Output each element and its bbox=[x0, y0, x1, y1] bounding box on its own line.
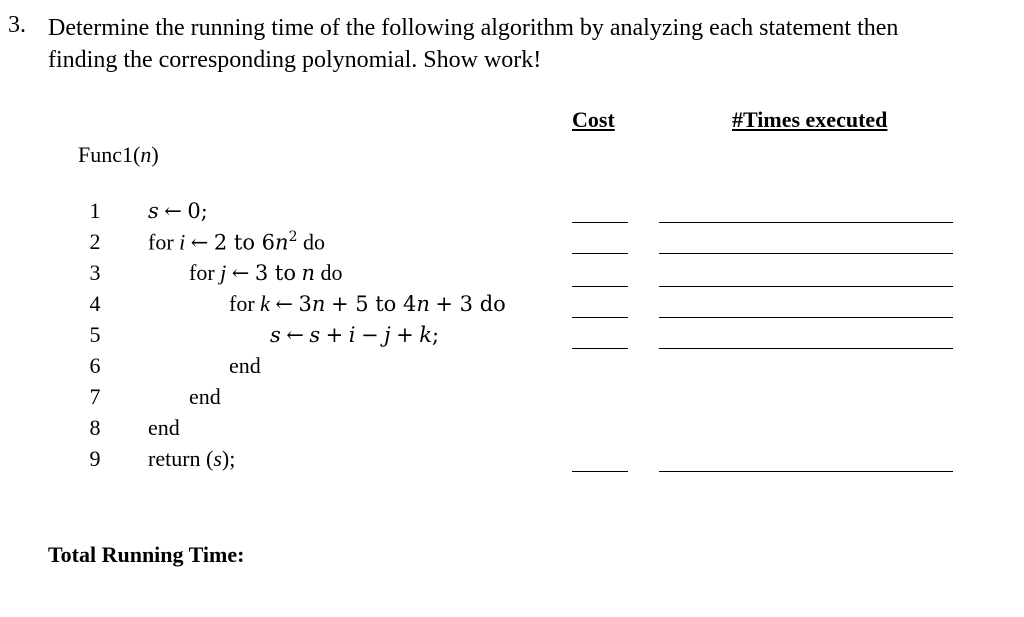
code-line-3: for j ← 3 to n do bbox=[189, 260, 343, 285]
question-line-2: finding the corresponding polynomial. Show work! bbox=[48, 47, 542, 73]
question-text bbox=[48, 12, 898, 76]
line-number-1: 1 bbox=[89, 198, 101, 223]
code-line-2: for i ← 2 to $6n^2$ do bbox=[148, 229, 325, 255]
cost-blank-5[interactable] bbox=[572, 348, 628, 349]
times-blank-5[interactable] bbox=[659, 348, 953, 349]
code-line-6: end bbox=[229, 353, 261, 378]
times-blank-2[interactable] bbox=[659, 253, 953, 254]
cost-header: Cost bbox=[572, 107, 615, 132]
function-name: Func1( bbox=[78, 142, 141, 167]
line-number-4: 4 bbox=[89, 291, 101, 316]
line-number-2: 2 bbox=[89, 229, 101, 254]
question-line-1: Determine the running time of the following algorithm by analyzing each statement then bbox=[48, 15, 899, 41]
times-blank-9[interactable] bbox=[659, 471, 953, 472]
cost-blank-9[interactable] bbox=[572, 471, 628, 472]
function-signature bbox=[78, 142, 159, 168]
code-line-7: end bbox=[189, 384, 221, 409]
line-number-8: 8 bbox=[89, 415, 101, 440]
cost-blank-1[interactable] bbox=[572, 222, 628, 223]
code-line-5: s ← s + i − j + k; bbox=[270, 323, 440, 347]
code-line-4: for k ← 3n + 5 to 4n + 3 do bbox=[229, 291, 506, 316]
cost-blank-4[interactable] bbox=[572, 317, 628, 318]
function-param: n bbox=[140, 142, 152, 167]
question-number: 3. bbox=[8, 12, 26, 38]
code-line-9: return (s); bbox=[148, 446, 236, 471]
times-blank-1[interactable] bbox=[659, 222, 953, 223]
line-number-6: 6 bbox=[89, 353, 101, 378]
cost-blank-3[interactable] bbox=[572, 286, 628, 287]
line-number-9: 9 bbox=[89, 446, 101, 471]
total-running-time-label: Total Running Time: bbox=[48, 542, 245, 567]
times-executed-header: #Times executed bbox=[732, 107, 888, 132]
times-blank-4[interactable] bbox=[659, 317, 953, 318]
code-line-8: end bbox=[148, 415, 180, 440]
line-number-7: 7 bbox=[89, 384, 101, 409]
line-number-3: 3 bbox=[89, 260, 101, 285]
line-number-5: 5 bbox=[89, 322, 101, 347]
function-close: ) bbox=[151, 142, 159, 167]
code-line-1: s ← 0; bbox=[148, 199, 208, 223]
cost-blank-2[interactable] bbox=[572, 253, 628, 254]
times-blank-3[interactable] bbox=[659, 286, 953, 287]
